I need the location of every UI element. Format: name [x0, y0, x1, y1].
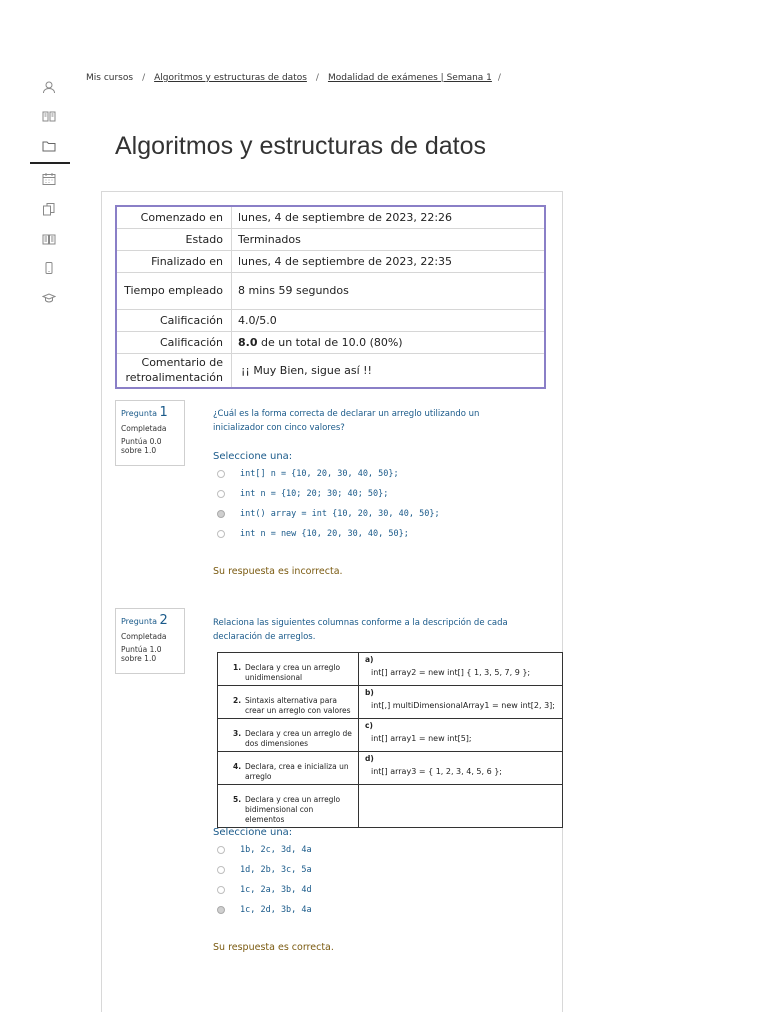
calendar-icon[interactable] [42, 172, 56, 186]
answer-option[interactable] [217, 880, 312, 900]
summary-label: Comenzado en [140, 210, 223, 224]
item-number: 2. [233, 696, 242, 705]
summary-row [116, 331, 545, 353]
sidebar-active-indicator [30, 162, 70, 164]
select-one-label: Seleccione una: [213, 451, 293, 462]
question-score: Puntúa 0.0 sobre 1.0 [121, 437, 162, 455]
option-text: int() array = int {10, 20, 30, 40, 50}; [240, 509, 440, 519]
matching-right-cell [359, 785, 563, 828]
breadcrumb-separator: / [315, 73, 319, 83]
summary-row [116, 272, 545, 309]
matching-right-cell [359, 653, 563, 686]
summary-label: Comentario de retroalimentación [116, 353, 232, 388]
summary-label: Finalizado en [116, 250, 232, 272]
summary-value [232, 331, 546, 353]
option-text: 1c, 2d, 3b, 4a [240, 905, 312, 915]
question-info-box [115, 400, 185, 466]
matching-right-cell [359, 686, 563, 719]
matching-left-cell [218, 752, 359, 785]
matching-row [218, 785, 563, 828]
matching-right-cell [359, 719, 563, 752]
breadcrumb-item-mis-cursos[interactable]: Mis cursos [86, 73, 134, 83]
option-text: int[] n = {10, 20, 30, 40, 50}; [240, 469, 399, 479]
question-label: Pregunta [121, 617, 157, 626]
answer-option[interactable] [217, 860, 312, 880]
breadcrumb-item-section[interactable]: Modalidad de exámenes | Semana 1 [327, 73, 492, 83]
question-state: Completada [121, 632, 167, 641]
graduation-cap-icon[interactable] [42, 291, 56, 305]
summary-label: Tiempo empleado [116, 272, 232, 309]
item-code: int[] array2 = new int[] { 1, 3, 5, 7, 9 }; [371, 668, 531, 677]
feedback-text: Su respuesta es correcta. [213, 942, 334, 953]
summary-label: Estado [116, 228, 232, 250]
matching-right-cell [359, 752, 563, 785]
item-letter: d) [365, 754, 374, 763]
item-description: Declara y crea un arreglo unidimensional [245, 663, 341, 682]
answer-options [217, 840, 312, 920]
breadcrumb-item-course[interactable]: Algoritmos y estructuras de datos [154, 73, 307, 83]
question-number-value: 2 [159, 613, 168, 628]
item-description: Declara, crea e inicializa un arreglo [245, 762, 349, 781]
option-text: int n = {10; 20; 30; 40; 50}; [240, 489, 389, 499]
matching-left-cell [218, 686, 359, 719]
radio-button[interactable] [217, 490, 225, 498]
summary-row [116, 353, 545, 388]
matching-row [218, 752, 563, 785]
book-icon[interactable] [42, 109, 56, 123]
summary-row [116, 250, 545, 272]
breadcrumb-separator: / [497, 73, 501, 83]
answer-option[interactable] [217, 484, 440, 504]
summary-value: Terminados [232, 228, 546, 250]
option-text: 1b, 2c, 3d, 4a [240, 845, 312, 855]
answer-options [217, 464, 440, 544]
page-title: Algoritmos y estructuras de datos [115, 132, 486, 160]
summary-value: lunes, 4 de septiembre de 2023, 22:26 [232, 206, 546, 228]
user-icon[interactable] [42, 80, 56, 94]
question-number [121, 405, 179, 420]
option-text: int n = new {10, 20, 30, 40, 50}; [240, 529, 409, 539]
matching-table [217, 652, 563, 828]
summary-row [116, 206, 545, 228]
summary-label: Calificación [116, 309, 232, 331]
item-description: Sintaxis alternativa para crear un arreglo con valores [245, 696, 351, 715]
item-code: int[,] multiDimensionalArray1 = new int[2, 3]; [371, 701, 555, 710]
option-text: 1d, 2b, 3c, 5a [240, 865, 312, 875]
question-text: ¿Cuál es la forma correcta de declarar un arreglo utilizando un inicializador con cinco valores? [213, 409, 480, 433]
option-text: 1c, 2a, 3b, 4d [240, 885, 312, 895]
summary-value: ¡¡ Muy Bien, sigue así !! [232, 353, 546, 388]
item-letter: a) [365, 655, 374, 664]
matching-left-cell [218, 785, 359, 828]
summary-row [116, 228, 545, 250]
answer-option[interactable] [217, 524, 440, 544]
matching-row [218, 653, 563, 686]
summary-row [116, 309, 545, 331]
summary-value: 8 mins 59 segundos [232, 272, 546, 309]
item-number: 1. [233, 663, 242, 672]
item-number: 5. [233, 795, 242, 804]
radio-button-selected[interactable] [217, 906, 225, 914]
question-info-box [115, 608, 185, 674]
question-text: Relaciona las siguientes columnas conforme a la descripción de cada declaración de arreglos. [213, 618, 508, 642]
grade-total: de un total de 10.0 (80%) [257, 335, 403, 349]
answer-option[interactable] [217, 504, 440, 524]
radio-button[interactable] [217, 866, 225, 874]
radio-button[interactable] [217, 470, 225, 478]
item-code: int[] array1 = new int[5]; [371, 734, 472, 743]
item-letter: b) [365, 688, 374, 697]
matching-row [218, 686, 563, 719]
folder-icon[interactable] [42, 139, 56, 153]
question-score: Puntúa 1.0 sobre 1.0 [121, 645, 162, 663]
grade-value: 8.0 [238, 335, 258, 349]
item-number: 4. [233, 762, 242, 771]
answer-option[interactable] [217, 464, 440, 484]
summary-value: 4.0/5.0 [232, 309, 546, 331]
radio-button[interactable] [217, 530, 225, 538]
item-code: int[] array3 = { 1, 2, 3, 4, 5, 6 }; [371, 767, 502, 776]
attempt-summary-table [115, 205, 546, 389]
breadcrumb [86, 73, 501, 83]
matching-row [218, 719, 563, 752]
summary-value: lunes, 4 de septiembre de 2023, 22:35 [232, 250, 546, 272]
question-state: Completada [121, 424, 167, 433]
select-one-label: Seleccione una: [213, 827, 293, 838]
question-number [121, 613, 179, 628]
answer-option[interactable] [217, 900, 312, 920]
book-open-icon[interactable] [42, 232, 56, 246]
matching-left-cell [218, 719, 359, 752]
radio-button[interactable] [217, 846, 225, 854]
question-number-value: 1 [159, 405, 168, 420]
radio-button[interactable] [217, 886, 225, 894]
item-description: Declara y crea un arreglo de dos dimensiones [245, 729, 352, 748]
breadcrumb-separator: / [142, 73, 146, 83]
summary-label: Calificación [116, 331, 232, 353]
question-label: Pregunta [121, 409, 157, 418]
radio-button-selected[interactable] [217, 510, 225, 518]
item-letter: c) [365, 721, 373, 730]
item-number: 3. [233, 729, 242, 738]
answer-option[interactable] [217, 840, 312, 860]
matching-left-cell [218, 653, 359, 686]
item-description: Declara y crea un arreglo bidimensional con elementos [245, 795, 341, 824]
mobile-icon[interactable] [42, 261, 56, 275]
copy-icon[interactable] [42, 202, 56, 216]
feedback-text: Su respuesta es incorrecta. [213, 566, 343, 577]
